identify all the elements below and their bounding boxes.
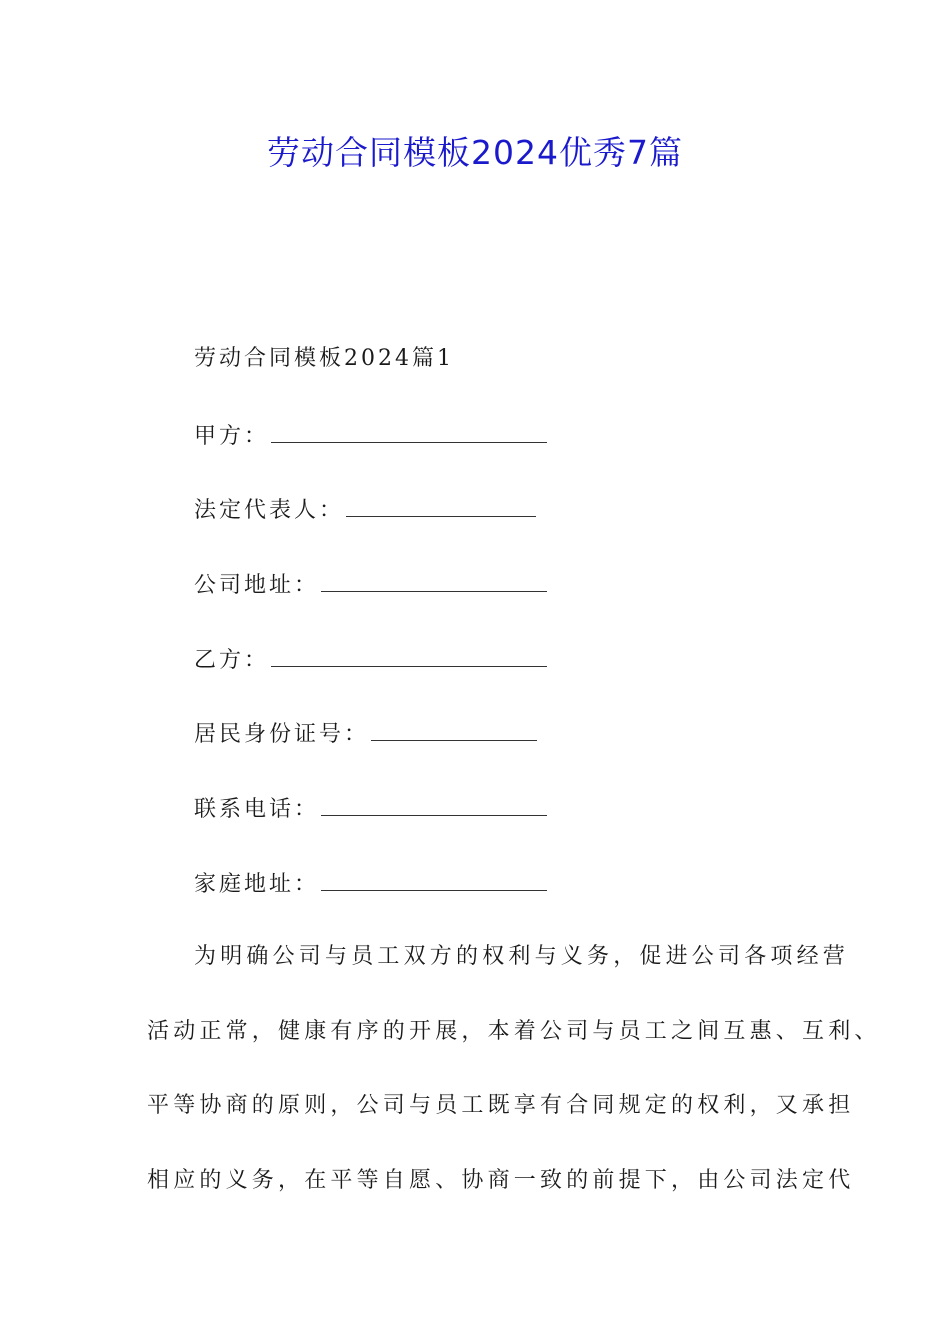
field-label: 法定代表人：: [194, 498, 345, 523]
blank-line[interactable]: [321, 868, 547, 891]
field-label: 乙方：: [194, 648, 270, 673]
blank-line[interactable]: [321, 793, 547, 816]
field-label: 联系电话：: [194, 797, 320, 822]
blank-line[interactable]: [321, 569, 547, 592]
field-party-b: [194, 644, 547, 676]
field-label: 家庭地址：: [194, 872, 320, 897]
paragraph-line: 活动正常，健康有序的开展，本着公司与员工之间互惠、互利、: [147, 1019, 881, 1044]
blank-line[interactable]: [346, 494, 536, 517]
field-id-number: [194, 718, 537, 750]
blank-line[interactable]: [271, 644, 547, 667]
field-home-address: [194, 868, 547, 900]
field-party-a: [194, 420, 547, 452]
field-phone: [194, 793, 547, 825]
paragraph-line: 相应的义务，在平等自愿、协商一致的前提下，由公司法定代: [147, 1168, 855, 1193]
field-company-address: [194, 569, 547, 601]
document-title: 劳动合同模板2024优秀7篇: [267, 133, 683, 172]
blank-line[interactable]: [271, 420, 547, 443]
blank-line[interactable]: [371, 718, 537, 741]
section-heading: 劳动合同模板2024篇1: [194, 346, 454, 371]
field-label: 居民身份证号：: [194, 722, 370, 747]
field-label: 公司地址：: [194, 573, 320, 598]
field-label: 甲方：: [194, 424, 270, 449]
field-legal-representative: [194, 494, 536, 526]
paragraph-line: 为明确公司与员工双方的权利与义务，促进公司各项经营: [194, 944, 850, 969]
paragraph-line: 平等协商的原则，公司与员工既享有合同规定的权利，又承担: [147, 1093, 855, 1118]
